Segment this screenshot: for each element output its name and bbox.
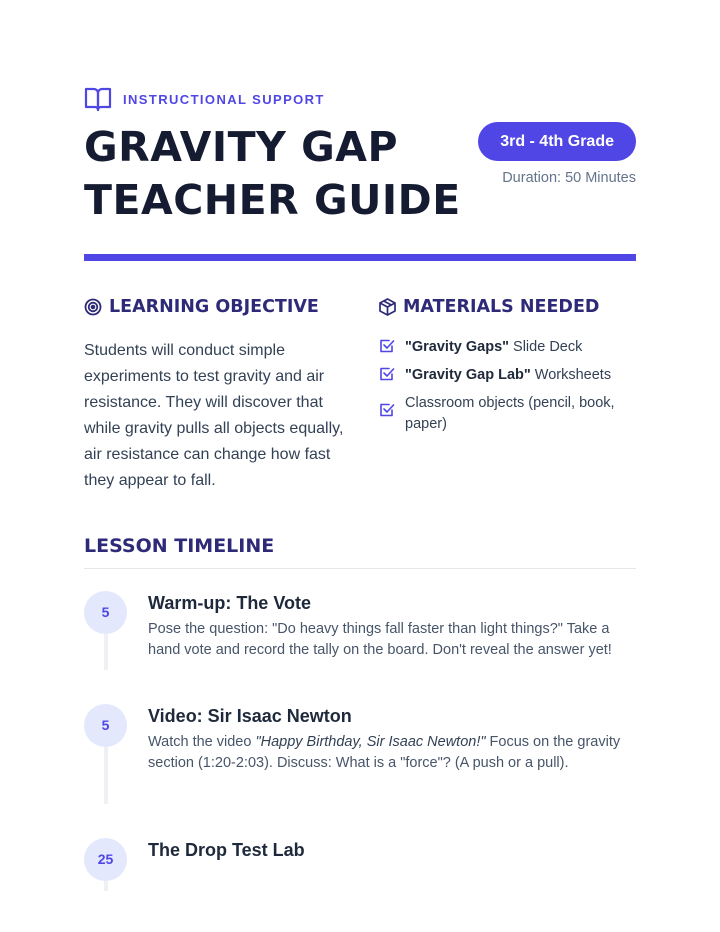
timeline-item-description	[148, 619, 636, 661]
checkbox-checked-icon	[379, 338, 395, 354]
eyebrow	[84, 86, 325, 112]
material-name: "Gravity Gap Lab"	[405, 367, 531, 383]
learning-objective-section	[84, 297, 354, 494]
list-item	[379, 393, 636, 435]
eyebrow-label: INSTRUCTIONAL SUPPORT	[123, 91, 325, 107]
timeline-item-title: The Drop Test Lab	[148, 840, 305, 860]
material-text: Classroom objects (pencil, book, paper)	[405, 395, 615, 432]
timeline-connector	[104, 881, 108, 891]
material-name: "Gravity Gaps"	[405, 339, 510, 355]
timeline-item-description	[148, 732, 636, 774]
description-text: Pose the question: "Do heavy things fall faster than light things?" Take a hand vote and record the tally on the board. Don't reveal the answer yet!	[148, 621, 612, 658]
materials-section	[379, 297, 636, 442]
timeline-item-title: Video: Sir Isaac Newton	[148, 706, 352, 726]
duration-badge: 25	[84, 838, 127, 881]
material-detail: Slide Deck	[509, 339, 583, 355]
timeline-item-body	[148, 838, 636, 862]
header-divider	[84, 254, 636, 261]
lesson-timeline-heading: LESSON TIMELINE	[84, 535, 275, 557]
timeline-item-body	[148, 704, 636, 774]
material-text	[405, 337, 582, 358]
list-item	[379, 365, 636, 386]
duration-badge: 5	[84, 704, 127, 747]
package-icon	[379, 298, 396, 316]
learning-objective-text: Students will conduct simple experiments to test gravity and air resistance. They will discover that while gravity pulls all objects equally, air resistance can change how fast they appear to fall.	[84, 342, 344, 489]
timeline-connector	[104, 747, 108, 804]
timeline-connector	[104, 634, 108, 670]
title-line-1: GRAVITY GAP	[84, 123, 399, 171]
materials-list	[379, 337, 636, 435]
duration-label: Duration: 50 Minutes	[502, 170, 636, 186]
title-line-2: TEACHER GUIDE	[84, 176, 461, 224]
learning-objective-heading	[84, 297, 354, 317]
description-text: Focus on the gravity section (1:20-2:03). Discuss: What is a "force"? (A push or a pull).	[148, 734, 621, 771]
learning-objective-title: LEARNING OBJECTIVE	[109, 297, 319, 317]
target-icon	[84, 298, 102, 316]
grade-badge: 3rd - 4th Grade	[478, 122, 636, 161]
list-item	[379, 337, 636, 358]
book-open-icon	[84, 86, 112, 112]
timeline-divider	[84, 568, 636, 569]
checkbox-checked-icon	[379, 402, 395, 418]
duration-badge: 5	[84, 591, 127, 634]
materials-heading	[379, 297, 636, 317]
material-text	[405, 365, 611, 386]
checkbox-checked-icon	[379, 366, 395, 382]
page-title	[84, 121, 461, 227]
timeline-item-body	[148, 591, 636, 661]
materials-title: MATERIALS NEEDED	[403, 297, 600, 317]
material-detail: Worksheets	[530, 367, 612, 383]
video-title: "Happy Birthday, Sir Isaac Newton!"	[255, 734, 486, 750]
timeline-item-title: Warm-up: The Vote	[148, 593, 311, 613]
description-text: Watch the video	[148, 734, 256, 750]
